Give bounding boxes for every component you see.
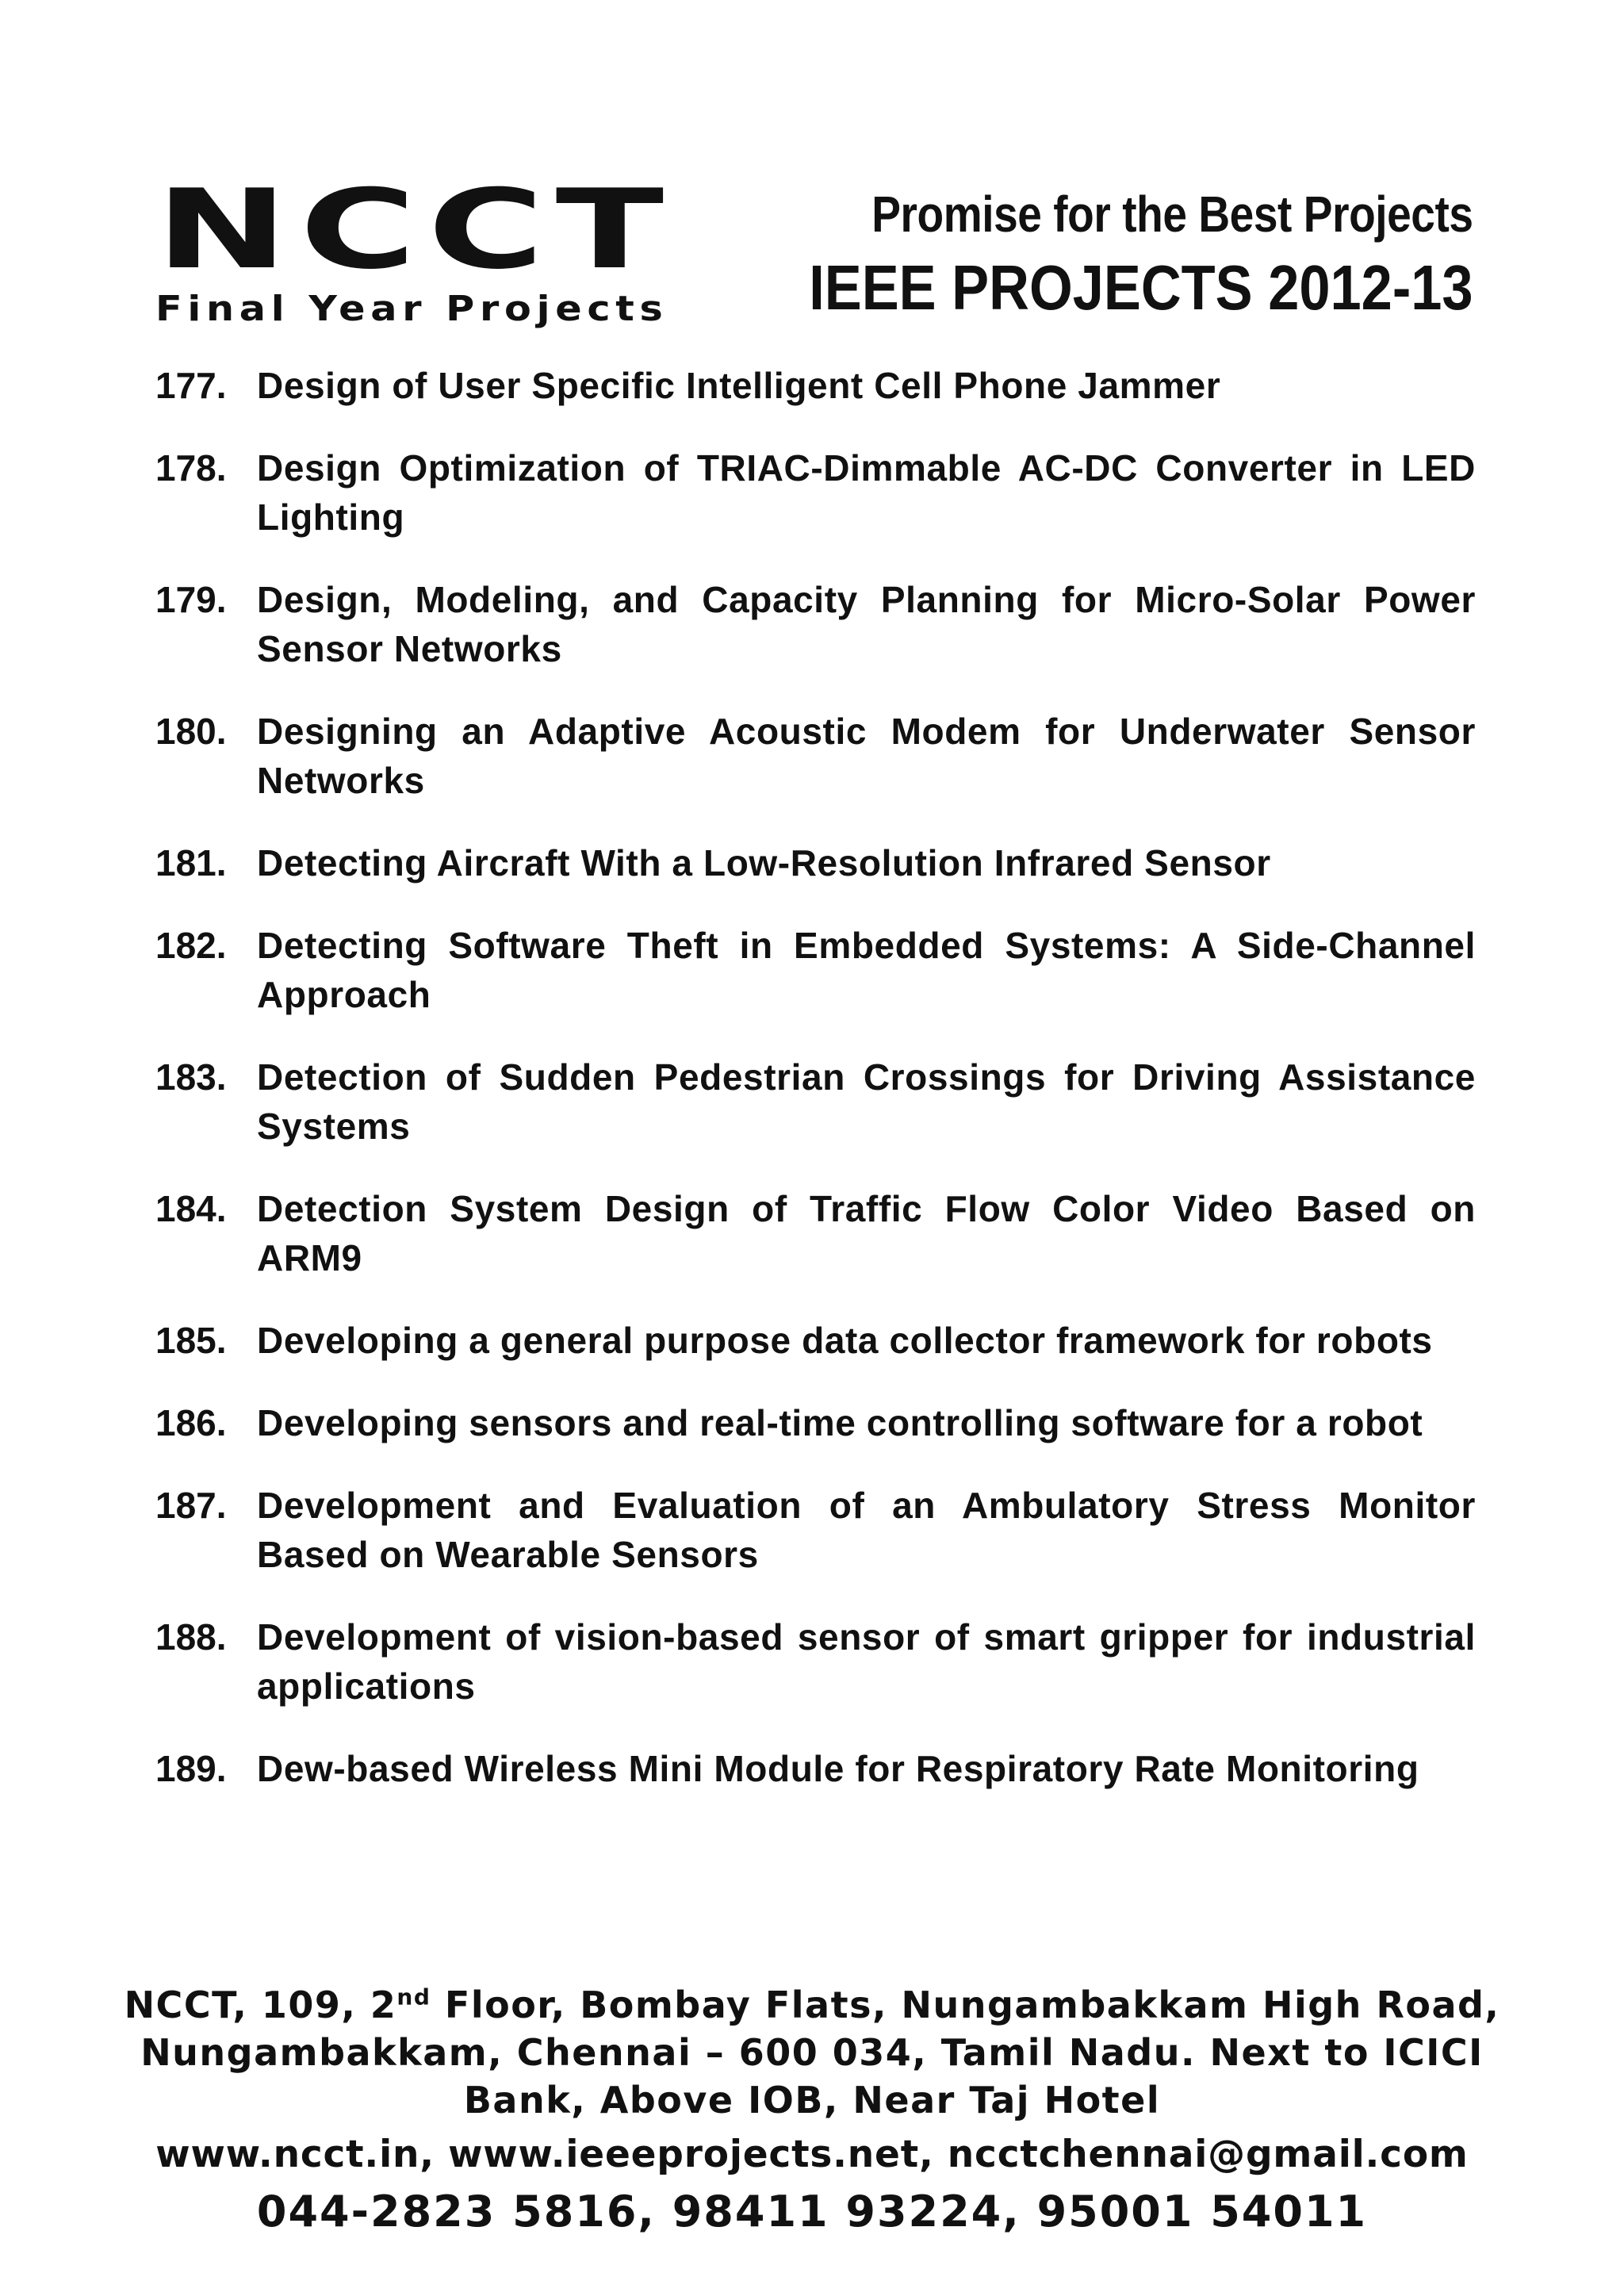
address [119,1981,1505,2124]
item-number: 188. [155,1616,227,1658]
item-number: 183. [155,1056,227,1098]
item-number: 177. [155,365,227,406]
item-number: 182. [155,925,227,966]
list-item [155,1481,1476,1579]
item-title: Detection System Design of Traffic Flow Color Video Based on ARM9 [257,1188,1476,1278]
contact-footer [119,1981,1505,2240]
item-number: 179. [155,579,227,620]
item-number: 189. [155,1748,227,1789]
list-item [155,838,1476,887]
list-item [155,1052,1476,1151]
item-title: Designing an Adaptive Acoustic Modem for Underwater Sensor Networks [257,711,1476,801]
address-part1: NCCT, 109, 2 [124,1984,397,2026]
logo-subtitle: Final Year Projects [155,289,668,329]
item-title: Design Optimization of TRIAC-Dimmable AC-DC Converter in LED Lighting [257,447,1476,538]
item-number: 181. [155,842,227,884]
list-item [155,1316,1476,1365]
item-title: Design, Modeling, and Capacity Planning for Micro-Solar Power Sensor Networks [257,579,1476,669]
item-title: Developing a general purpose data collector framework for robots [257,1320,1433,1361]
item-title: Detection of Sudden Pedestrian Crossings for Driving Assistance Systems [257,1056,1476,1147]
header-right [718,184,1473,327]
list-item [155,1398,1476,1447]
item-title: Detecting Aircraft With a Low-Resolution Infrared Sensor [257,842,1271,884]
list-item [155,1744,1476,1793]
list-item [155,1184,1476,1282]
item-number: 180. [155,711,227,752]
list-item [155,707,1476,805]
project-list [155,361,1476,1826]
item-title: Dew-based Wireless Mini Module for Respiratory Rate Monitoring [257,1748,1419,1789]
item-number: 184. [155,1188,227,1229]
address-part2: Floor, Bombay Flats, Nungambakkam High Road, Nungambakkam, Chennai – 600 034, Tamil Nadu. Next to ICICI Bank, Above IOB, Near Taj Hotel [140,1984,1500,2122]
address-ordinal: nd [396,1984,431,2010]
item-title: Design of User Specific Intelligent Cell Phone Jammer [257,365,1221,406]
page-title: IEEE PROJECTS 2012-13 [809,252,1473,323]
list-item [155,443,1476,542]
list-item [155,575,1476,673]
list-item [155,361,1476,410]
item-number: 185. [155,1320,227,1361]
tagline: Promise for the Best Projects [871,186,1473,243]
list-item [155,921,1476,1019]
logo-wordmark: NCCT [155,166,676,293]
ncct-logo [155,166,726,329]
item-title: Detecting Software Theft in Embedded Systems: A Side-Channel Approach [257,925,1476,1015]
item-title: Developing sensors and real-time controlling software for a robot [257,1402,1423,1443]
web-contacts: www.ncct.in, www.ieeeprojects.net, ncctchennai@gmail.com [155,2133,1469,2176]
item-number: 186. [155,1402,227,1443]
item-title: Development of vision-based sensor of smart gripper for industrial applications [257,1616,1476,1707]
list-item [155,1612,1476,1711]
item-number: 178. [155,447,227,489]
phone-numbers: 044-2823 5816, 98411 93224, 95001 54011 [256,2187,1368,2237]
item-number: 187. [155,1485,227,1526]
item-title: Development and Evaluation of an Ambulatory Stress Monitor Based on Wearable Sensors [257,1485,1476,1575]
